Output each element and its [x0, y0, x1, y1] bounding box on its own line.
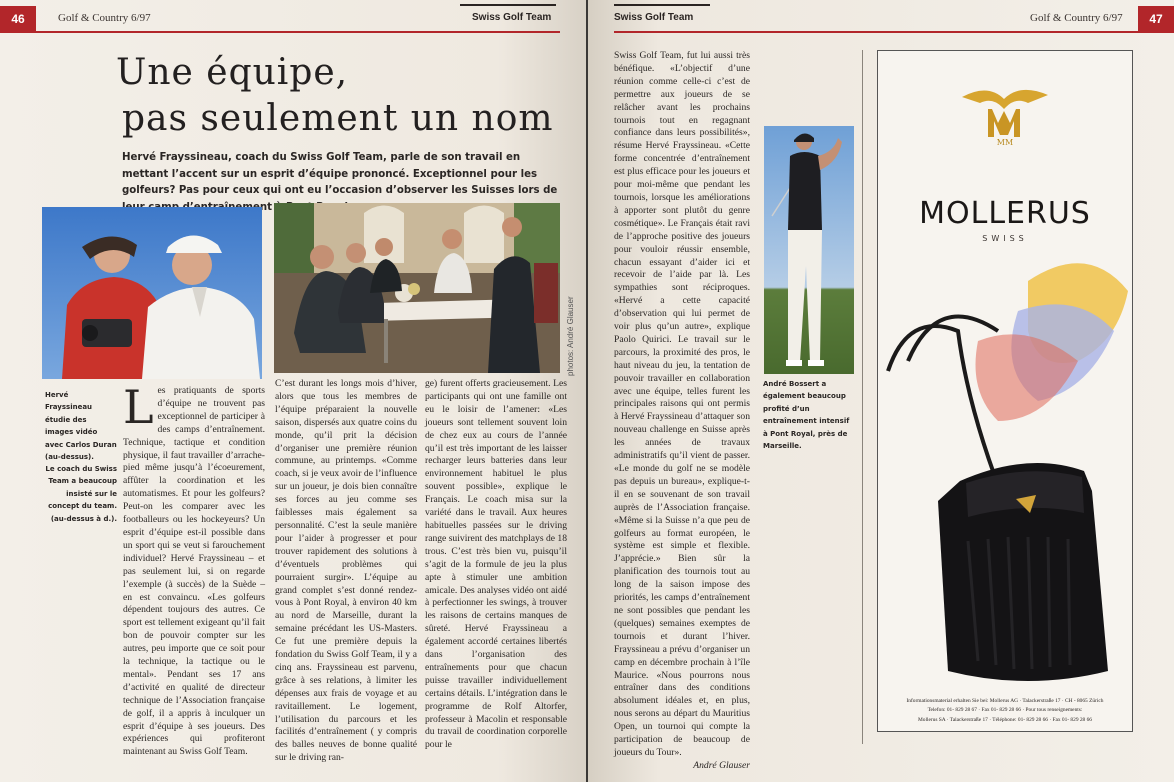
title-line-1: Une équipe,	[116, 52, 349, 93]
title-line-2: pas seulement un nom	[122, 98, 554, 139]
ad-brand-name: MOLLERUS	[919, 196, 1091, 231]
page-number-right: 47	[1138, 6, 1174, 32]
running-head: Golf & Country 6/97	[58, 12, 151, 24]
ad-divider	[862, 50, 863, 744]
running-head-right: Golf & Country 6/97	[1030, 12, 1123, 24]
article-lede: Hervé Frayssineau, coach du Swiss Golf Team, parle de son travail en mettant l’accent sur un esprit d’équipe prononcé. Exceptionnel pour les golfeurs? Pas pour ceux qui ont eu l’occasion d’observer les Suisses lors de	[122, 152, 558, 196]
ad-footer-line-3: Mollerus SA · Talackerstraße 17 · Téléphone: 01- 829 28 66 · Fax 01- 829 28 66	[918, 716, 1092, 723]
mollerus-logo-icon	[958, 79, 1052, 147]
caption-video: Hervé Frayssineau étudie des images vidéo avec Carlos Duran (au-dessus).	[45, 391, 117, 462]
photo-video-analysis-image	[42, 207, 262, 379]
mollerus-advertisement	[877, 50, 1133, 732]
drop-cap: L	[123, 380, 154, 434]
section-label-right: Swiss Golf Team	[614, 12, 694, 23]
article-column-1	[123, 380, 265, 759]
ad-brand-sub: SWISS	[982, 234, 1028, 243]
left-page	[0, 0, 586, 782]
ad-product-image	[878, 251, 1132, 691]
section-rule	[460, 4, 556, 6]
article-column-4	[614, 50, 750, 773]
photo-team-meeting-image	[274, 203, 560, 373]
column-1-text: es pratiquants de sports d’équipe ne trouvent pas exceptionnel de participer à des camps d’entraînement. Technique, tactique et condition physique, il faut travailler d’arrache-pied même jusqu’à l’écoeurement, affûter la coordination et les automatismes. Et pour les golfeurs? Peut-on les comparer avec les footballeurs ou les hockeyeurs? Un esprit d’équipe est-il possible dans un sport qui se veut si farouchement individuel? Hervé Frayssineau – et pas seulement lui, si on regarde l’exemple (à succès) de la Suède – en est convaincu. «Les golfeurs dépendent toujours des autres. Ce sport est tellement exigeant qu’il fait bon de pouvoir compter sur les autres, peu importe que ce soit pour la technique, la tactique ou le mental». Pendant ses 17 ans d’activité en qualité de directeur technique de l’Association française de golf, il a appris à inculquer un esprit d’équipe à ses joueurs. Des expériences qui profiteront maintenant au Swiss Golf Team.	[123, 385, 265, 758]
header-rule	[0, 31, 560, 33]
caption-team: Le coach du Swiss Team a beaucoup insisté sur le concept du team. (au-dessus à d.).	[45, 465, 117, 523]
mollerus-logo-initials: MM	[996, 138, 1014, 147]
ad-footer-line-2: Telefon: 01- 829 28 67 · Fax 01- 829 28 66 · Pour tous renseignements:	[927, 707, 1083, 714]
section-rule-right	[614, 4, 710, 6]
author-byline: André Glauser	[693, 759, 750, 771]
ad-footer-line-1: Informationsmaterial erhalten Sie bei: Mollerus AG · Talackerstraße 17 · CH - 8065 Zürich	[906, 698, 1104, 704]
caption-golfer: André Bossert a également beaucoup profité d’un entraînement intensif à Pont Royal, près de Marseille.	[763, 380, 850, 451]
photo-team-meeting	[274, 203, 560, 373]
photo-credit: photos: André Glauser	[566, 296, 575, 376]
ad-footer	[884, 697, 1126, 725]
column-4-text: Swiss Golf Team, fut lui aussi très bénéfique. «L’objectif d’une réunion comme celle-ci c’est de permettre aux joueurs de se relâcher avant les prochains tournois tout en regagnant confiance dans leurs possibilités», résume Hervé Frayssineau. «Cette forme concentrée d’entraînement est plus efficace pour les joueurs et pour moi-même que pendant les tournois, lorsque les améliorations à apporter sont plutôt du genre cosmétique». Le Français était ravi de l’approche positive des joueurs pour vouloir réussir ensemble, chacun essayant d’aider ici et recevoir de l’aide par là. Les sympathies sont réciproques. «Hervé a cette capacité d’observation qui lui permet de voir plus qu’un autre», explique Paolo Quirici. Le travail sur le parcours, la proximité des pros, le haut niveau du jeu, la tentation de pouvoir travailler en collaboration avec une équipe, telles furent les principales raisons qui ont permis à Hervé Frayssineau d’attaquer son nouveau challenge en Suisse après les années de travaux administratifs qu’il vient de passer. «Le monde du golf ne se modèle pas depuis un bureau», explique-t-il en se souvenant de son travail auprès de l’Association française. «Même si la Suisse n’a que peu de golfeurs au format européen, le système est simple et flexible. J’apprécie.» Bien sûr la planification des tournois tout au long de la saison impose des priorités, les camps d’entraînement ne sont possibles que pendant les (quelques) semaines exemptes de tournois et durant l’hiver. Frayssineau a prévu d’organiser un camp en décembre prochain à l’île Maurice. «Nous pourrons nous entraîner dans des conditions absolument idéales et, en plus, nous serons au départ du Mauritius Open, un tournoi qui compte la participation de beaucoup de joueurs du Tour».	[614, 50, 750, 758]
photo-golfer-swing	[764, 126, 854, 374]
article-column-2: C’est durant les longs mois d’hiver, alors que tous les membres de l’équipe préparaient la nouvelle saison, dispersés aux quatre coins du monde, qu’il prit la décision d’organiser une première réunion commune, au printemps. «Comme coach, si je veux avoir de l’influence sur un joueur, je dois bien connaître ses forces au jeu comme ses faiblesses mais également sa personnalité. C’est la seule manière pour l’aider à progresser et pour trouver rapidement des solutions à d’éventuels problèmes qui pourraient surgir». L’équipe au grand complet s’est donné rendez-vous à Pont Royal, à environ 40 km au nord de Marseille, durant la semaine précédant les US-Masters. Ce fut une première depuis la fondation du Swiss Golf Team, il y a cinq ans. Frayssineau est parvenu, grâce à ses relations, à limiter les dépenses aux frais de voyage et au ravitaillement. Le logement, l’utilisation du parcours et les facilités d’entraînement ( y compris des balles neuves de bonne qualité sur le driving ran-	[275, 378, 417, 764]
page-number: 46	[0, 6, 36, 32]
photo-golfer-swing-image	[764, 126, 854, 374]
header-rule-right	[614, 31, 1174, 33]
section-label: Swiss Golf Team	[472, 12, 552, 23]
right-page	[588, 0, 1174, 782]
article-column-3: ge) furent offerts gracieusement. Les participants qui ont une famille ont eu le loisir de l’amener: «Les joueurs sont tellement souvent loin de chez eux au cours de l’année qu’il est très important de les laisser recharger leurs batteries dans leur environnement habituel le plus souvent possible», explique le Français. Le coach misa sur la variété dans le travail. Aux heures habituelles passées sur le driving range suivirent des matchplays de 18 trous. C’est très bien vu, puisqu’il s’agit de la formule de jeu la plus apte à stimuler une ambition amicale. Des analyses vidéo ont aidé à perfectionner les swings, à trouver les raisons de certains manques de sûreté. Hervé Frayssineau a également accordé certaines libertés dans l’organisation des entraînements pour que chacun puisse travailler individuellement certains détails. L’intégration dans le programme de Rolf Altorfer, professeur à Macolin et responsable du travail de coordination corporelle pour le	[425, 378, 567, 751]
photo-video-analysis	[42, 207, 262, 379]
article-title	[116, 50, 554, 142]
